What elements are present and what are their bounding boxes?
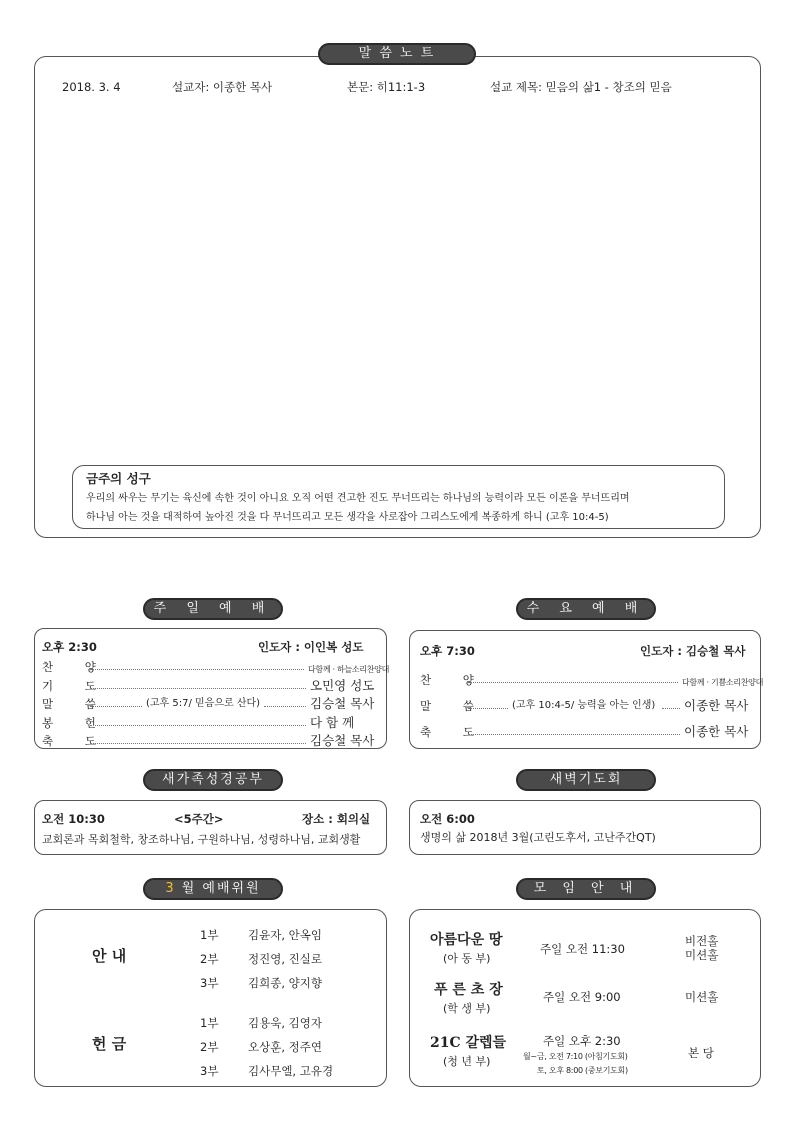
meeting-sub-1: (아 동 부) xyxy=(443,952,491,965)
wednesday-row-label: 찬 양 xyxy=(420,673,488,687)
verse-title: 금주의 성구 xyxy=(86,471,151,486)
wednesday-worship-header: 수 요 예 배 xyxy=(516,598,656,620)
committee-names: 오상훈, 정주연 xyxy=(248,1040,322,1054)
committee-part: 3부 xyxy=(200,1064,219,1078)
meeting-name-2: 푸 른 초 장 xyxy=(434,982,503,998)
meeting-name-3: 21C 갈렙들 xyxy=(430,1035,507,1051)
dawn-desc: 생명의 삶 2018년 3월(고린도후서, 고난주간QT) xyxy=(420,831,656,844)
sunday-row-leader-dots xyxy=(90,725,306,726)
meeting-time-3c: 토, 오후 8:00 (중보기도회) xyxy=(537,1066,628,1075)
committee-part: 1부 xyxy=(200,928,219,942)
committee-part: 2부 xyxy=(200,952,219,966)
sermon-note-header: 말 씀 노 트 xyxy=(318,43,476,65)
committee-group-name: 안 내 xyxy=(92,947,127,965)
wednesday-row-value: 이종한 목사 xyxy=(684,724,749,739)
sunday-row-label: 찬 양 xyxy=(42,660,110,674)
sermon-preacher: 설교자: 이종한 목사 xyxy=(172,80,273,94)
sunday-row-leader-dots xyxy=(264,706,306,707)
wednesday-row-value: 다함께 · 기쁨소리찬양대 xyxy=(682,678,764,687)
sunday-row-value: 오민영 성도 xyxy=(310,677,375,693)
dawn-prayer-box xyxy=(409,800,761,855)
sunday-row-label: 기 도 xyxy=(42,678,110,693)
sunday-row-value: 다 함 께 xyxy=(310,714,355,730)
meeting-name-1: 아름다운 땅 xyxy=(430,932,503,948)
sunday-row-leader-dots xyxy=(90,669,304,670)
wednesday-leader: 인도자 : 김승철 목사 xyxy=(640,644,746,658)
wednesday-time: 오후 7:30 xyxy=(420,644,475,658)
committee-header: 3 월 예배위원 xyxy=(143,878,283,900)
meetings-header: 모 임 안 내 xyxy=(516,878,656,900)
sunday-row-label: 말 씀 xyxy=(42,697,110,711)
committee-part: 2부 xyxy=(200,1040,219,1054)
meeting-time-2: 주일 오전 9:00 xyxy=(543,990,621,1004)
study-topics: 교회론과 목회철학, 창조하나님, 구원하나님, 성령하나님, 교회생활 xyxy=(42,833,361,846)
study-place: 장소 : 회의실 xyxy=(302,812,371,826)
sunday-time: 오후 2:30 xyxy=(42,640,97,654)
wednesday-row-leader-dots xyxy=(662,708,680,709)
wednesday-row-label: 말 씀 xyxy=(420,699,488,713)
sunday-row-value: 다함께 · 하늘소리찬양대 xyxy=(308,665,390,674)
study-time: 오전 10:30 xyxy=(42,812,105,826)
sunday-row-label: 축 도 xyxy=(42,734,110,748)
meeting-time-3: 주일 오후 2:30 xyxy=(543,1034,621,1048)
committee-names: 김사무엘, 고유경 xyxy=(248,1064,334,1078)
wednesday-row-leader-dots xyxy=(468,734,680,735)
committee-names: 김윤자, 안옥임 xyxy=(248,928,322,942)
sunday-row-value: 김승철 목사 xyxy=(310,733,375,748)
study-weeks: <5주간> xyxy=(174,812,224,826)
wednesday-row-label: 축 도 xyxy=(420,725,488,739)
sermon-text: 본문: 히11:1-3 xyxy=(347,80,426,94)
verse-line-2: 하나님 아는 것을 대적하여 높아진 것을 다 무너뜨리고 모든 생각을 사로잡아 그리스도에게 복종하게 하니 (고후 10:4-5) xyxy=(86,512,609,523)
meeting-time-3b: 월~금, 오전 7:10 (아침기도회) xyxy=(523,1052,628,1061)
meeting-place-1b: 미션홀 xyxy=(685,948,719,962)
wednesday-row-leader-dots xyxy=(468,682,678,683)
committee-names: 김용욱, 김영자 xyxy=(248,1016,322,1030)
meeting-place-3: 본 당 xyxy=(688,1046,714,1060)
sunday-row-scripture: (고후 5:7/ 믿음으로 산다) xyxy=(146,698,261,709)
committee-names: 김희종, 양지향 xyxy=(248,976,322,990)
dawn-prayer-header: 새벽기도회 xyxy=(516,769,656,791)
meeting-place-2: 미션홀 xyxy=(685,990,719,1004)
verse-line-1: 우리의 싸우는 무기는 육신에 속한 것이 아니요 오직 어떤 견고한 진도 무너뜨리는 하나님의 능력이라 모든 이론을 무너뜨리며 xyxy=(86,493,630,504)
meeting-sub-3: (청 년 부) xyxy=(443,1055,491,1068)
sunday-leader: 인도자 : 이인복 성도 xyxy=(258,640,364,654)
dawn-time: 오전 6:00 xyxy=(420,812,475,826)
sunday-row-leader-dots xyxy=(90,706,142,707)
sermon-title: 설교 제목: 믿음의 삶1 - 창조의 믿음 xyxy=(490,80,672,94)
wednesday-row-leader-dots xyxy=(468,708,508,709)
sunday-row-leader-dots xyxy=(90,688,306,689)
committee-part: 3부 xyxy=(200,976,219,990)
study-header: 새가족성경공부 xyxy=(143,769,283,791)
sermon-date: 2018. 3. 4 xyxy=(62,80,121,94)
sunday-worship-header: 주 일 예 배 xyxy=(143,598,283,620)
meeting-place-1a: 비전홀 xyxy=(685,934,719,948)
wednesday-row-scripture: (고후 10:4-5/ 능력을 아는 인생) xyxy=(512,700,656,711)
meeting-sub-2: (학 생 부) xyxy=(443,1002,491,1015)
meeting-time-1: 주일 오전 11:30 xyxy=(540,942,625,956)
committee-names: 정진영, 진실로 xyxy=(248,952,322,966)
sunday-row-value: 김승철 목사 xyxy=(310,696,375,711)
sunday-row-leader-dots xyxy=(90,743,306,744)
committee-group-name: 헌 금 xyxy=(92,1035,127,1053)
committee-part: 1부 xyxy=(200,1016,219,1030)
wednesday-row-value: 이종한 목사 xyxy=(684,698,749,713)
sunday-row-label: 봉 헌 xyxy=(42,715,110,730)
